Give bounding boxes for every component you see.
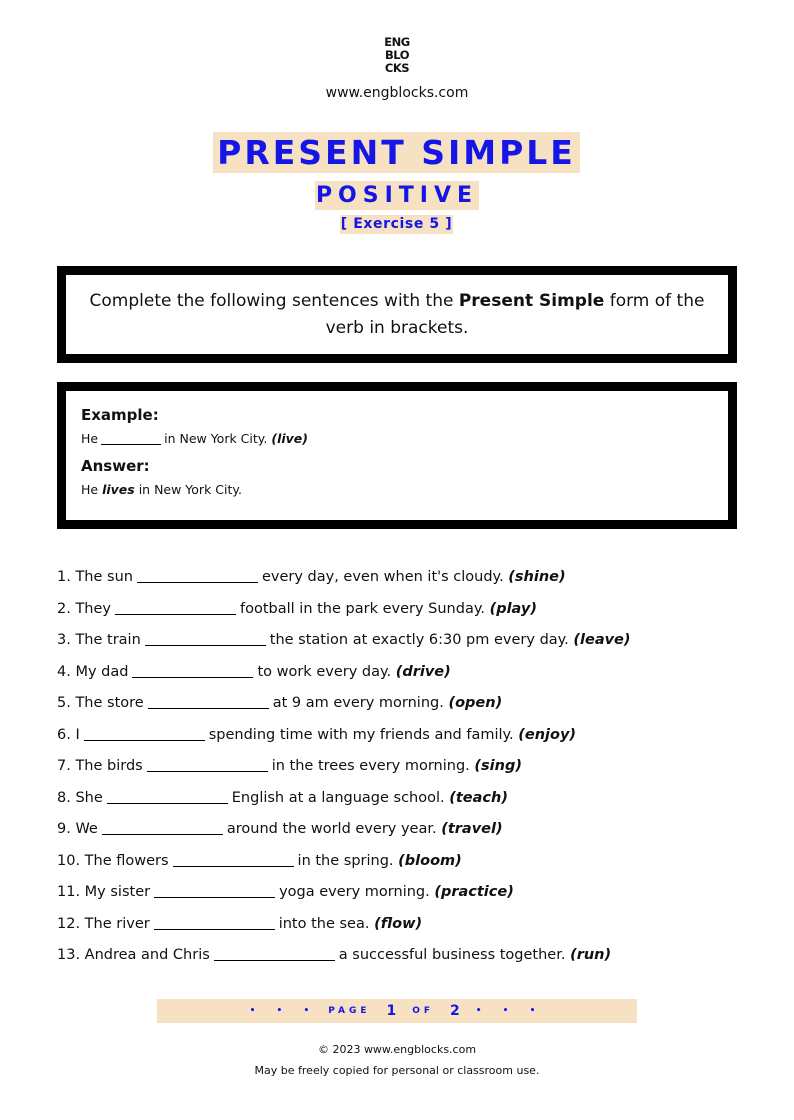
question-end: into the sea. [278, 915, 370, 932]
question-item [57, 850, 747, 882]
answer-start: He [81, 482, 99, 497]
worksheet-title: PRESENT SIMPLE [213, 132, 580, 173]
question-end: in the trees every morning. [271, 758, 470, 774]
instructions-before: Complete the following sentences with the [89, 290, 459, 311]
question-item [57, 598, 747, 630]
exercise-number: [ Exercise 5 ] [340, 216, 453, 232]
answer-blank[interactable] [84, 727, 205, 741]
question-verb: (sing) [474, 758, 522, 774]
question-start: 9. We [57, 821, 98, 837]
logo-line-3: CKS [384, 61, 410, 75]
example-blank [101, 444, 161, 445]
license-text: May be freely copied for personal or classroom use. [254, 1064, 540, 1077]
question-end: at 9 am every morning. [272, 695, 444, 711]
question-verb: (enjoy) [518, 726, 577, 743]
dots-right: • • • [475, 1006, 545, 1016]
engblocks-logo [379, 36, 415, 75]
answer-end: in New York City. [138, 482, 242, 497]
question-end: yoga every morning. [279, 884, 430, 900]
answer-word: lives [102, 482, 135, 497]
question-item [57, 692, 747, 724]
question-start: 13. Andrea and Chris [57, 947, 210, 963]
answer-blank[interactable] [115, 601, 236, 615]
answer-blank[interactable] [102, 821, 223, 835]
answer-blank[interactable] [154, 884, 275, 898]
answer-blank[interactable] [107, 790, 228, 804]
question-start: 11. My sister [57, 884, 151, 900]
answer-blank[interactable] [132, 664, 253, 678]
question-end: spending time with my friends and family. [208, 726, 514, 743]
answer-blank[interactable] [154, 916, 275, 930]
question-verb: (bloom) [398, 852, 462, 869]
question-verb: (drive) [395, 663, 451, 680]
example-end: in New York City. [164, 431, 268, 446]
question-verb: (travel) [441, 821, 503, 837]
question-item [57, 566, 747, 598]
question-verb: (teach) [449, 789, 508, 806]
dots-left: • • • [249, 1006, 319, 1016]
logo-line-2: BLO [385, 48, 409, 62]
answer-sentence [81, 481, 713, 499]
page-current: 1 [386, 1003, 397, 1019]
question-end: English at a language school. [231, 789, 445, 806]
question-verb: (open) [448, 695, 503, 711]
question-item [57, 724, 747, 756]
answer-blank[interactable] [148, 695, 269, 709]
answer-heading: Answer: [81, 457, 150, 475]
question-start: 1. The sun [57, 569, 133, 585]
answer-blank[interactable] [173, 853, 294, 867]
question-start: 3. The train [57, 632, 141, 648]
question-list [57, 566, 747, 976]
answer-blank[interactable] [137, 569, 258, 583]
question-start: 6. I [57, 726, 80, 743]
question-item [57, 818, 747, 850]
example-start: He [81, 431, 99, 446]
question-item [57, 913, 747, 945]
instructions-bold: Present Simple [458, 290, 605, 311]
question-end: to work every day. [257, 663, 392, 680]
question-verb: (play) [489, 600, 537, 617]
question-item [57, 787, 747, 819]
site-url: www.engblocks.com [325, 85, 469, 101]
question-end: a successful business together. [338, 947, 566, 963]
question-end: around the world every year. [226, 821, 437, 837]
question-start: 4. My dad [57, 663, 129, 680]
question-start: 2. They [57, 600, 111, 617]
answer-blank[interactable] [214, 947, 335, 961]
question-start: 7. The birds [57, 758, 143, 774]
question-end: the station at exactly 6:30 pm every day. [269, 632, 569, 648]
question-end: in the spring. [297, 852, 394, 869]
question-item [57, 881, 747, 913]
question-item [57, 661, 747, 693]
question-item [57, 755, 747, 787]
question-verb: (flow) [374, 915, 423, 932]
question-start: 5. The store [57, 695, 144, 711]
page-label: PAGE [328, 1006, 371, 1016]
instructions-box [57, 266, 737, 363]
page-indicator [157, 999, 637, 1023]
example-sentence [81, 430, 713, 448]
copyright-text: © 2023 www.engblocks.com [317, 1043, 477, 1056]
question-verb: (practice) [434, 884, 514, 900]
question-start: 12. The river [57, 915, 150, 932]
example-box [57, 382, 737, 529]
question-start: 8. She [57, 789, 103, 806]
question-verb: (leave) [573, 632, 631, 648]
question-item [57, 629, 747, 661]
of-label: OF [412, 1006, 435, 1016]
example-heading: Example: [81, 406, 159, 424]
question-verb: (shine) [508, 569, 566, 585]
question-verb: (run) [570, 947, 612, 963]
page-total: 2 [450, 1003, 460, 1019]
instructions-text [86, 288, 708, 342]
example-verb: (live) [271, 431, 308, 446]
answer-blank[interactable] [145, 632, 266, 646]
question-start: 10. The flowers [57, 852, 169, 869]
instructions-after: form of the verb in brackets. [325, 290, 705, 338]
worksheet-subtitle: POSITIVE [315, 183, 479, 208]
question-item [57, 944, 747, 976]
answer-blank[interactable] [147, 758, 268, 772]
question-end: football in the park every Sunday. [240, 600, 485, 617]
question-end: every day, even when it's cloudy. [261, 569, 504, 585]
logo-line-1: ENG [384, 35, 410, 49]
